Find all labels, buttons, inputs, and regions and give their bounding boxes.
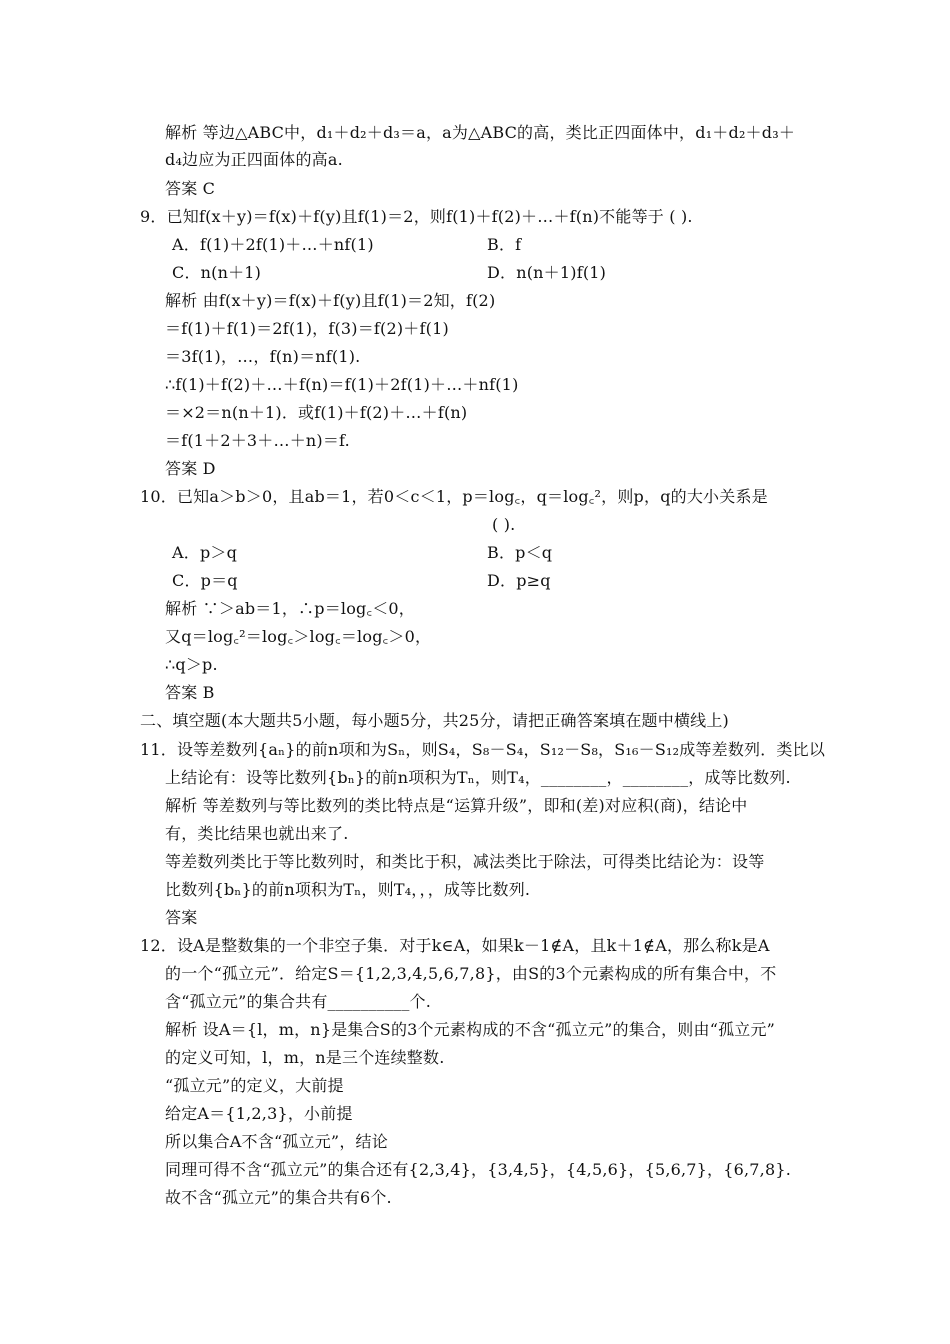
q8-answer: 答案 C xyxy=(165,179,216,198)
q9-solution-line: ＝×2＝n(n＋1)．或f(1)＋f(2)＋…＋f(n) xyxy=(165,403,468,422)
q11-stem-line-1: 11．设等差数列{aₙ}的前n项和为Sₙ，则S₄，S₈－S₄，S₁₂－S₈，S₁₆－S₁₂成等差数列．类比以 xyxy=(140,740,826,759)
q12-solution-line: 的定义可知，l，m，n是三个连续整数. xyxy=(165,1048,445,1067)
q10-option-b: B．p＜q xyxy=(487,543,553,562)
q9-option-a: A．f(1)＋2f(1)＋…＋nf(1) xyxy=(172,235,374,254)
q10-solution-line: 解析 ∵＞ab＝1，∴p＝log꜀＜0， xyxy=(165,599,415,618)
q12-solution-line: 解析 设A＝{l，m，n}是集合S的3个元素构成的不含“孤立元”的集合，则由“孤立元” xyxy=(165,1020,776,1039)
q10-solution-line: 又q＝log꜀²＝log꜀＞log꜀＝log꜀＞0， xyxy=(165,627,432,646)
q12-solution-line: 同理可得不含“孤立元”的集合还有{2,3,4}，{3,4,5}，{4,5,6}，{5,6,7}，{6,7,8}. xyxy=(165,1160,791,1179)
q8-solution-line-2: d₄边应为正四面体的高a. xyxy=(165,150,343,169)
section-heading: 二、填空题(本大题共5小题，每小题5分，共25分，请把正确答案填在题中横线上) xyxy=(140,711,730,730)
q11-stem-line-2: 上结论有：设等比数列{bₙ}的前n项积为Tₙ，则T₄，________，________，成等比数列. xyxy=(165,768,791,787)
q9-option-b: B．f xyxy=(487,235,522,254)
q12-solution-line: 所以集合A不含“孤立元”，结论 xyxy=(165,1132,388,1151)
q12-stem-line: 的一个“孤立元”．给定S＝{1,2,3,4,5,6,7,8}，由S的3个元素构成的所有集合中，不 xyxy=(165,964,777,983)
q9-answer: 答案 D xyxy=(165,459,216,478)
q10-stem: 10．已知a＞b＞0，且ab＝1，若0＜c＜1，p＝log꜀，q＝log꜀²，则p，q的大小关系是 xyxy=(140,487,768,506)
q9-stem: 9．已知f(x＋y)＝f(x)＋f(y)且f(1)＝2，则f(1)＋f(2)＋…＋f(n)不能等于 ( ). xyxy=(140,207,693,226)
q12-solution-line: 给定A＝{1,2,3}，小前提 xyxy=(165,1104,353,1123)
q9-solution-line: ＝f(1＋2＋3＋…＋n)＝f. xyxy=(165,431,350,450)
q10-option-c: C．p＝q xyxy=(172,571,238,590)
q10-solution-line: ∴q＞p. xyxy=(165,655,218,674)
q9-solution-line: ＝f(1)＋f(1)＝2f(1)，f(3)＝f(2)＋f(1) xyxy=(165,319,449,338)
q8-solution-line-1: 解析 等边△ABC中，d₁＋d₂＋d₃＝a，a为△ABC的高，类比正四面体中，d₁＋d₂＋d₃＋ xyxy=(165,123,796,142)
q12-solution-line: 故不含“孤立元”的集合共有6个. xyxy=(165,1188,392,1207)
q9-option-c: C．n(n＋1) xyxy=(172,263,262,282)
q11-answer: 答案 xyxy=(165,908,198,927)
q10-option-d: D．p≥q xyxy=(487,571,551,590)
q11-solution-line: 解析 等差数列与等比数列的类比特点是“运算升级”，即和(差)对应积(商)，结论中 xyxy=(165,796,748,815)
q10-answer-paren: ( ). xyxy=(492,515,516,534)
q12-stem-line: 含“孤立元”的集合共有__________个. xyxy=(165,992,432,1011)
q10-option-a: A．p＞q xyxy=(172,543,238,562)
q9-solution-line: 解析 由f(x＋y)＝f(x)＋f(y)且f(1)＝2知，f(2) xyxy=(165,291,496,310)
q10-answer: 答案 B xyxy=(165,683,215,702)
q12-solution-line: “孤立元”的定义，大前提 xyxy=(165,1076,344,1095)
q9-solution-line: ＝3f(1)，…，f(n)＝nf(1). xyxy=(165,347,361,366)
q9-option-d: D．n(n＋1)f(1) xyxy=(487,263,607,282)
q9-solution-line: ∴f(1)＋f(2)＋…＋f(n)＝f(1)＋2f(1)＋…＋nf(1) xyxy=(165,375,519,394)
q12-stem-line: 12．设A是整数集的一个非空子集．对于k∈A，如果k－1∉A，且k＋1∉A，那么称k是A xyxy=(140,936,770,955)
q11-extra-line: 比数列{bₙ}的前n项积为Tₙ，则T₄，，，成等比数列. xyxy=(165,880,531,899)
q11-extra-line: 等差数列类比于等比数列时，和类比于积，减法类比于除法，可得类比结论为：设等 xyxy=(165,852,765,871)
q11-solution-line: 有，类比结果也就出来了. xyxy=(165,824,349,843)
